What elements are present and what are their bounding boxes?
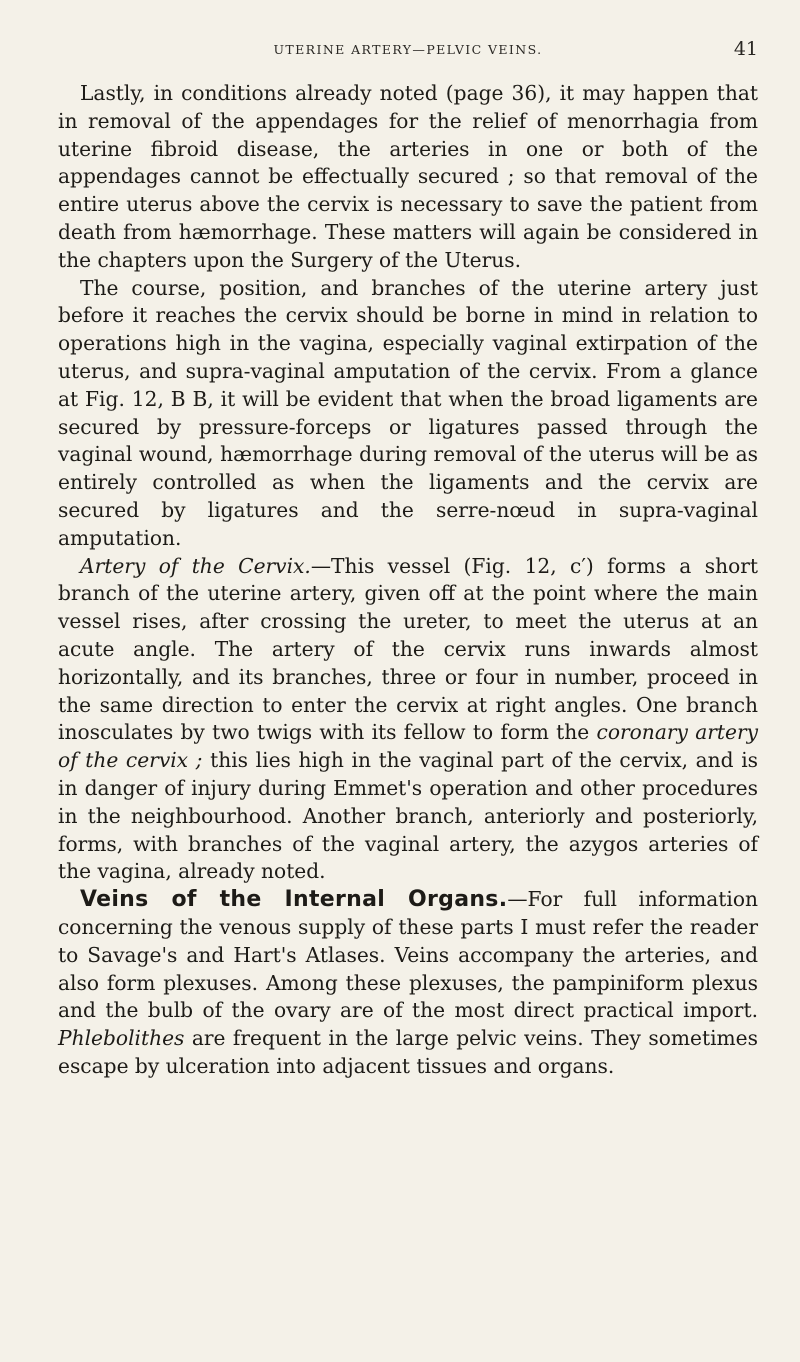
paragraph-artery-of-cervix xyxy=(58,553,758,887)
running-head: UTERINE ARTERY—PELVIC VEINS. xyxy=(273,42,543,57)
paragraph-text: Lastly, in conditions already noted (page 36), it may happen that in removal of the appendages for the relief of menorrhagia from uterine fibroid disease, the arteries in one or both of the appendages cannot be effectually secured ; so that removal of the entire uterus above the cervix is necessary to save the patient from death from hæmorrhage. These matters will again be considered in the chapters upon the Surgery of the Uterus. xyxy=(58,81,758,272)
paragraph-text: The course, position, and branches of the uterine artery just before it reaches the cervix should be borne in mind in relation to operations high in the vagina, especially vaginal extirpation of the uterus, and supra-vaginal amputation of the cervix. From a glance at Fig. 12, B B, it will be evident that when the broad ligaments are secured by pressure-forceps or ligatures passed through the vaginal wound, hæmorrhage during removal of the uterus will be as entirely controlled as when the ligaments and the cervix are secured by ligatures and the serre-nœud in supra-vaginal amputation. xyxy=(58,275,758,550)
italic-term: coronary artery of the cervix ; xyxy=(58,720,759,773)
paragraph-text: —This vessel (Fig. 12, c′) forms a short branch of the uterine artery, given off at the point where the main vessel rises, after crossing the ureter, to meet the uterus at an acute angle. The artery of the cervix runs inwards almost horizontally, and its branches, three or four in number, proceed in the same direction to enter the cervix at right angles. One branch inosculates by two twigs with its fellow to form the xyxy=(58,553,758,745)
section-heading: Veins of the Internal Organs. xyxy=(80,887,508,913)
body-text xyxy=(58,80,758,1081)
italic-term: Phlebolithes xyxy=(58,1026,185,1051)
paragraph-text: are frequent in the large pelvic veins. They sometimes escape by ulceration into adjacent tissues and organs. xyxy=(58,1026,758,1078)
book-page xyxy=(58,0,758,1362)
paragraph-text: this lies high in the vaginal part of the cervix, and is in danger of injury during Emmet's operation and other procedures in the neighbourhood. Another branch, anteriorly and posteriorly, forms, with branches of the vaginal artery, the azygos arteries of the vagina, already noted. xyxy=(58,748,759,884)
subsection-title: Artery of the Cervix. xyxy=(80,553,311,578)
paragraph-removal-of-uterus xyxy=(58,80,758,275)
paragraph-veins-internal-organs xyxy=(58,886,758,1081)
page-number: 41 xyxy=(733,38,758,60)
paragraph-text: —For full information concerning the venous supply of these parts I must refer the reader to Savage's and Hart's Atlases. Veins accompany the arteries, and also form plexuses. Among these plexuses, the pampiniform plexus and the bulb of the ovary are of the most direct practical import. xyxy=(58,887,758,1023)
paragraph-uterine-artery-course xyxy=(58,275,758,553)
